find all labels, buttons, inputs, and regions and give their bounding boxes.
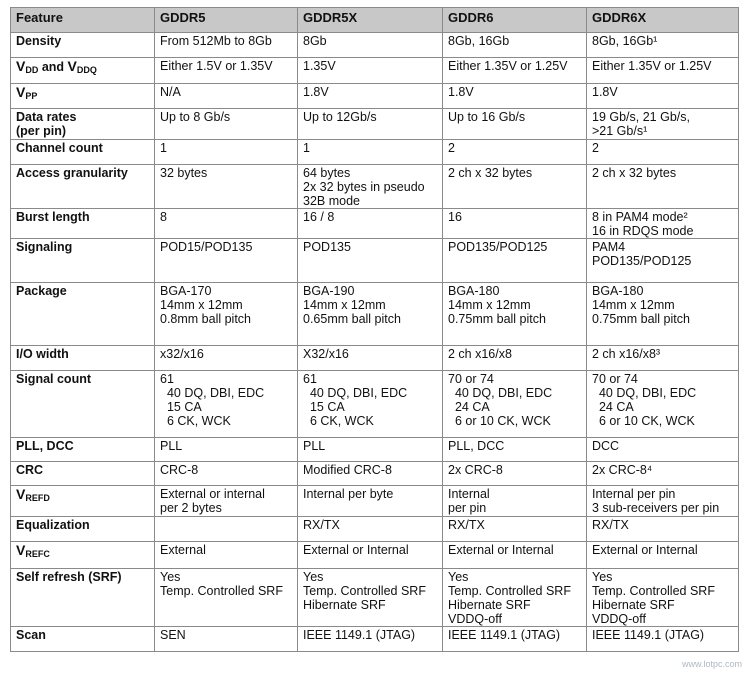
cell-gddr5x: BGA-190 14mm x 12mm 0.65mm ball pitch [298,283,443,346]
feature-label: Signaling [11,239,155,283]
cell-gddr6x: PAM4 POD135/POD125 [587,239,739,283]
feature-label: Data rates (per pin) [11,109,155,140]
cell-gddr6: 2 ch x16/x8 [443,346,587,371]
cell-gddr5x: RX/TX [298,517,443,542]
cell-gddr5x: 1.8V [298,84,443,109]
cell-gddr6x: RX/TX [587,517,739,542]
header-feature: Feature [11,8,155,33]
gddr-comparison-table [10,7,739,652]
feature-label: Package [11,283,155,346]
header-gddr5: GDDR5 [155,8,298,33]
cell-gddr6x: 8 in PAM4 mode² 16 in RDQS mode [587,209,739,239]
feature-label: Channel count [11,140,155,165]
cell-gddr6: Internal per pin [443,486,587,517]
feature-label: PLL, DCC [11,438,155,462]
feature-label: Density [11,33,155,58]
cell-gddr6x: DCC [587,438,739,462]
cell-gddr6x: BGA-180 14mm x 12mm 0.75mm ball pitch [587,283,739,346]
feature-label: $V_{REFC}$ [11,542,155,569]
table-row [11,517,739,542]
header-gddr6: GDDR6 [443,8,587,33]
cell-gddr6x: 19 Gb/s, 21 Gb/s, >21 Gb/s¹ [587,109,739,140]
cell-gddr6x: 2x CRC-8⁴ [587,462,739,486]
cell-gddr5: PLL [155,438,298,462]
cell-gddr5x: IEEE 1149.1 (JTAG) [298,627,443,652]
cell-gddr6: Up to 16 Gb/s [443,109,587,140]
table-row [11,283,739,346]
cell-gddr5x: 8Gb [298,33,443,58]
table-row [11,346,739,371]
cell-gddr6x: External or Internal [587,542,739,569]
cell-gddr6x: 1.8V [587,84,739,109]
cell-gddr6: 8Gb, 16Gb [443,33,587,58]
table-row [11,58,739,84]
table-row [11,33,739,58]
cell-gddr6: IEEE 1149.1 (JTAG) [443,627,587,652]
cell-gddr6x: 8Gb, 16Gb¹ [587,33,739,58]
cell-gddr5: 61 40 DQ, DBI, EDC 15 CA 6 CK, WCK [155,371,298,438]
cell-gddr6: 2 [443,140,587,165]
feature-label: $V_{REFD}$ [11,486,155,517]
feature-label: Access granularity [11,165,155,209]
cell-gddr5: POD15/POD135 [155,239,298,283]
cell-gddr6: External or Internal [443,542,587,569]
feature-label: I/O width [11,346,155,371]
cell-gddr5x: External or Internal [298,542,443,569]
cell-gddr6x: 2 ch x 32 bytes [587,165,739,209]
cell-gddr5x: POD135 [298,239,443,283]
cell-gddr5x: Up to 12Gb/s [298,109,443,140]
cell-gddr6: 1.8V [443,84,587,109]
table-row [11,486,739,517]
cell-gddr5x: X32/x16 [298,346,443,371]
cell-gddr6: BGA-180 14mm x 12mm 0.75mm ball pitch [443,283,587,346]
table-row [11,109,739,140]
feature-label: $V_{PP}$ [11,84,155,109]
cell-gddr5: 1 [155,140,298,165]
cell-gddr5: BGA-170 14mm x 12mm 0.8mm ball pitch [155,283,298,346]
site-watermark: www.lotpc.com [681,659,742,669]
table-row [11,165,739,209]
cell-gddr6x: Either 1.35V or 1.25V [587,58,739,84]
table-row [11,239,739,283]
cell-gddr6x: 70 or 74 40 DQ, DBI, EDC 24 CA 6 or 10 CK, WCK [587,371,739,438]
cell-gddr5x: 1 [298,140,443,165]
cell-gddr6: POD135/POD125 [443,239,587,283]
feature-label: Signal count [11,371,155,438]
header-gddr6x: GDDR6X [587,8,739,33]
feature-label: Equalization [11,517,155,542]
table-row [11,542,739,569]
header-gddr5x: GDDR5X [298,8,443,33]
feature-label: Scan [11,627,155,652]
cell-gddr5x: 16 / 8 [298,209,443,239]
cell-gddr6: Either 1.35V or 1.25V [443,58,587,84]
cell-gddr5: Up to 8 Gb/s [155,109,298,140]
cell-gddr5: External [155,542,298,569]
cell-gddr6: 2 ch x 32 bytes [443,165,587,209]
cell-gddr5: CRC-8 [155,462,298,486]
table-row [11,371,739,438]
table-row [11,84,739,109]
cell-gddr5x: 1.35V [298,58,443,84]
cell-gddr5: Either 1.5V or 1.35V [155,58,298,84]
table-row [11,438,739,462]
cell-gddr5 [155,517,298,542]
cell-gddr5: 8 [155,209,298,239]
table-header-row [11,8,739,33]
table-row [11,462,739,486]
cell-gddr5x: 64 bytes 2x 32 bytes in pseudo 32B mode [298,165,443,209]
cell-gddr6x: 2 [587,140,739,165]
cell-gddr6: 2x CRC-8 [443,462,587,486]
table-row [11,140,739,165]
cell-gddr5: From 512Mb to 8Gb [155,33,298,58]
cell-gddr5x: PLL [298,438,443,462]
table-row [11,569,739,627]
table-row [11,209,739,239]
cell-gddr5x: Internal per byte [298,486,443,517]
feature-label: $V_{DD}$ and $V_{DDQ}$ [11,58,155,84]
cell-gddr6: 70 or 74 40 DQ, DBI, EDC 24 CA 6 or 10 CK, WCK [443,371,587,438]
feature-label: CRC [11,462,155,486]
cell-gddr6: RX/TX [443,517,587,542]
spec-table-container [10,7,738,652]
cell-gddr5: Yes Temp. Controlled SRF [155,569,298,627]
cell-gddr5x: 61 40 DQ, DBI, EDC 15 CA 6 CK, WCK [298,371,443,438]
cell-gddr6x: IEEE 1149.1 (JTAG) [587,627,739,652]
cell-gddr6x: 2 ch x16/x8³ [587,346,739,371]
cell-gddr6x: Internal per pin 3 sub-receivers per pin [587,486,739,517]
cell-gddr5x: Modified CRC-8 [298,462,443,486]
cell-gddr6: PLL, DCC [443,438,587,462]
table-row [11,627,739,652]
cell-gddr5: SEN [155,627,298,652]
cell-gddr5: x32/x16 [155,346,298,371]
cell-gddr5: N/A [155,84,298,109]
cell-gddr5: 32 bytes [155,165,298,209]
feature-label: Self refresh (SRF) [11,569,155,627]
cell-gddr6: 16 [443,209,587,239]
cell-gddr5x: Yes Temp. Controlled SRF Hibernate SRF [298,569,443,627]
cell-gddr6: Yes Temp. Controlled SRF Hibernate SRF VDDQ-off [443,569,587,627]
cell-gddr5: External or internal per 2 bytes [155,486,298,517]
cell-gddr6x: Yes Temp. Controlled SRF Hibernate SRF VDDQ-off [587,569,739,627]
feature-label: Burst length [11,209,155,239]
